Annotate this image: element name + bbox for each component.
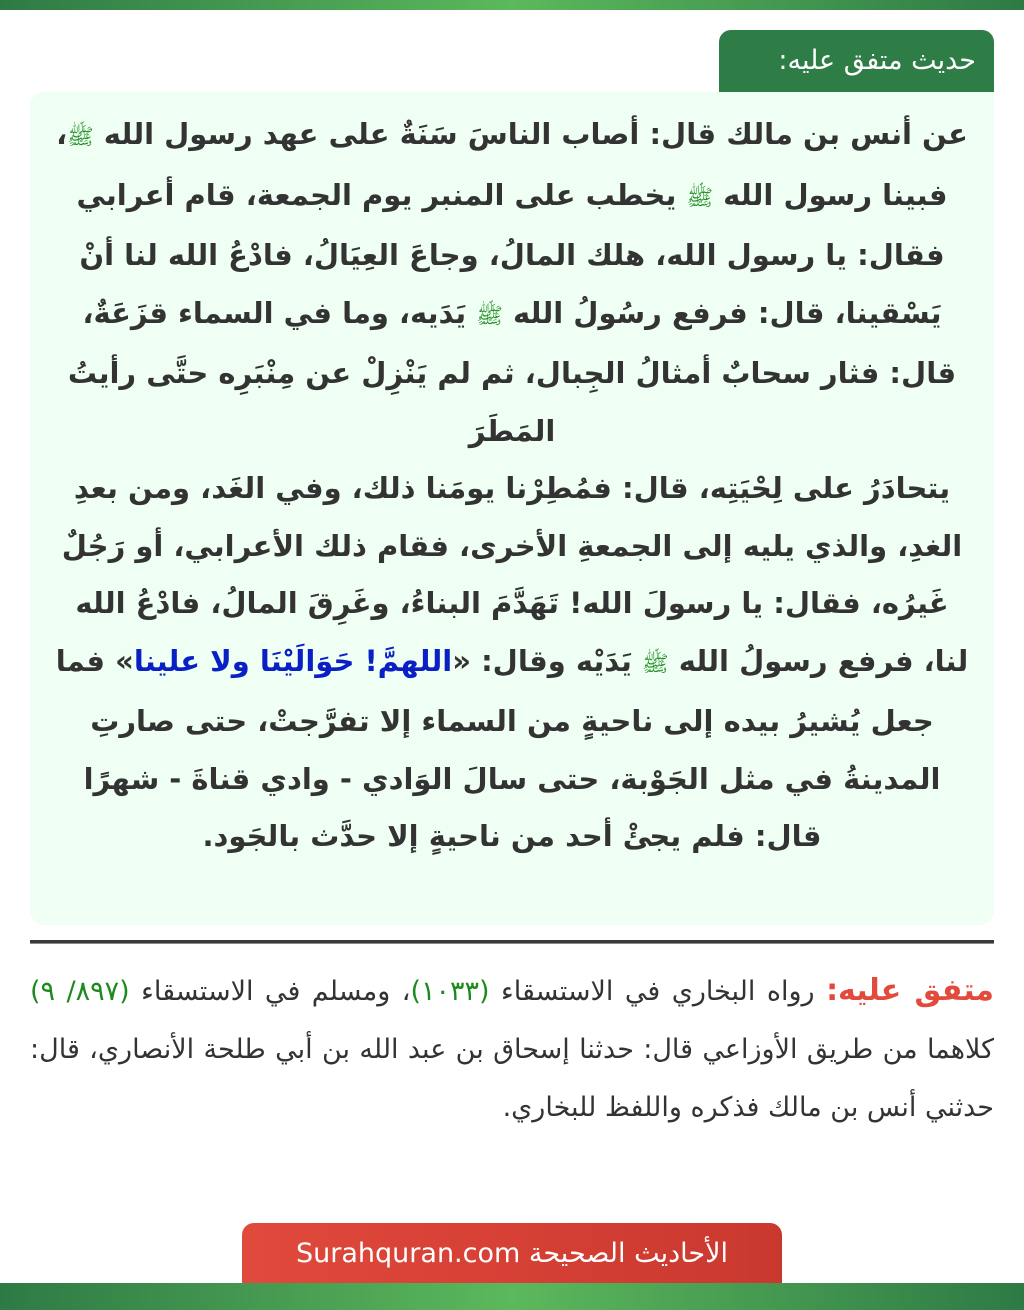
takhrij-segment: ، ومسلم في الاستسقاء xyxy=(129,976,411,1007)
hadith-segment: عن أنس بن مالك قال: أصاب الناسَ سَنَةٌ على عهد رسول الله xyxy=(93,117,968,151)
bottom-decorative-bar xyxy=(0,1283,1024,1310)
top-decorative-bar xyxy=(0,0,1024,10)
takhrij-text xyxy=(30,962,994,1137)
hadith-segment: يتحادَرُ على لِحْيَتِه، قال: فمُطِرْنا يومَنا ذلك، وفي الغَد، ومن بعدِ الغدِ، والذي يليه إلى الجمعةِ الأخرى، فقام ذلك الأعرابي، أو رَجُلٌ غَيرُه، فقال: يا رسولَ الله! تَهَدَّمَ البناءُ، وغَرِقَ المالُ، فادْعُ الله لنا، فرفع رسولُ الله xyxy=(61,471,969,678)
takhrij-segment: رواه البخاري في الاستسقاء xyxy=(489,976,827,1007)
hadith-segment: يَدَيه، وما في السماء قزَعَةٌ، قال: فثار سحابٌ أمثالُ الجِبال، ثم لم يَنْزِلْ عن مِنْبَرِه حتَّى رأيتُ المَطَرَ xyxy=(67,295,957,448)
muslim-reference: (٨٩٧/ ٩) xyxy=(30,976,130,1007)
salawat-icon: ﷺ xyxy=(642,651,669,677)
hadith-segment: يَدَيْه وقال: « xyxy=(452,643,643,678)
hadith-text-continued xyxy=(48,460,976,866)
hadith-segment: يخطب على المنبر يوم الجمعة، قام أعرابي فقال: يا رسول الله، هلك المالُ، وجاعَ العِيَالُ، فادْعُ الله لنا أنْ يَسْقينا، قال: فرفع رسُولُ الله xyxy=(76,177,945,330)
bukhari-reference: (١٠٣٣) xyxy=(410,976,490,1007)
hadith-text-box xyxy=(30,92,994,925)
takhrij-label: متفق عليه: xyxy=(826,973,995,1008)
hadith-segment: ، فبينا رسول الله xyxy=(56,117,948,212)
salawat-icon: ﷺ xyxy=(686,185,714,211)
takhrij-segment: كلاهما من طريق الأوزاعي قال: حدثنا إسحاق بن عبد الله بن أبي طلحة الأنصاري، قال: حدثني أنس بن مالك فذكره واللفظ للبخاري. xyxy=(30,1034,994,1123)
site-badge xyxy=(242,1223,782,1283)
salawat-icon: ﷺ xyxy=(476,303,503,329)
section-divider xyxy=(30,940,994,944)
hadith-segment: » فما جعل يُشيرُ بيده إلى ناحيةٍ من السماء إلا تفرَّجتْ، حتى صارتِ المدينةُ في مثل الجَوْبة، حتى سالَ الوَادي - وادي قناةَ - شهرًا قال: فلم يجئْ أحد من ناحيةٍ إلا حدَّث بالجَود. xyxy=(55,643,941,853)
salawat-icon: ﷺ xyxy=(67,125,94,150)
prophet-quote: اللهمَّ! حَوَالَيْنَا ولا علينا xyxy=(133,643,453,678)
hadith-title-tab xyxy=(719,30,994,92)
hadith-text xyxy=(48,106,976,460)
site-badge-label: الأحاديث الصحيحة Surahquran.com xyxy=(296,1238,728,1269)
hadith-title: حديث متفق عليه: xyxy=(778,45,976,76)
